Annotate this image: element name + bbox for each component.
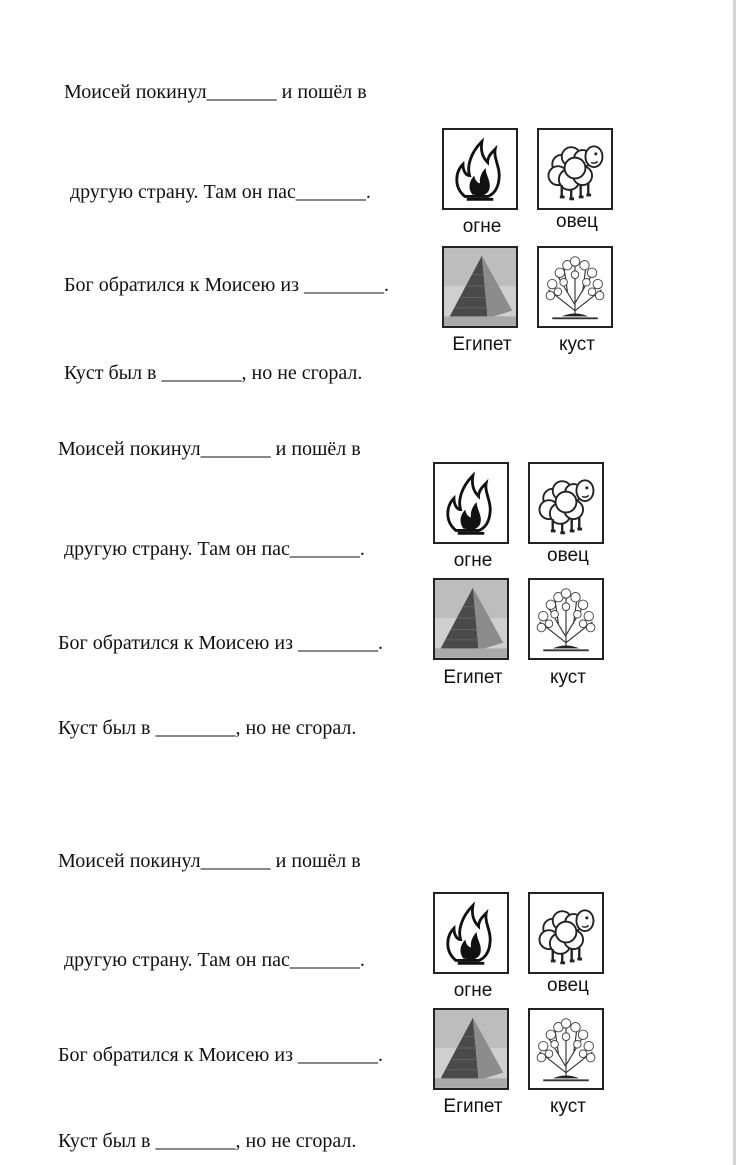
- sentence-3: Бог обратился к Моисею из ________.: [64, 274, 389, 296]
- sentence-4: Куст был в ________, но не сгорал.: [64, 362, 363, 384]
- sentence-2: другую страну. Там он пас_______.: [70, 181, 371, 203]
- card-label: овец: [547, 975, 589, 996]
- sentence-4: Куст был в ________, но не сгорал.: [58, 1130, 357, 1152]
- sentence-3: Бог обратился к Моисею из ________.: [58, 1044, 383, 1066]
- sheep-icon: [537, 128, 613, 210]
- sentence-1: Моисей покинул_______ и пошёл в: [58, 438, 361, 460]
- card-label: Египет: [452, 334, 512, 355]
- card-label: овец: [556, 211, 598, 232]
- pyramid-icon: [433, 1008, 509, 1090]
- card-label: Египет: [443, 667, 503, 688]
- bush-icon: [528, 1008, 604, 1090]
- fire-icon: [442, 128, 518, 210]
- pyramid-icon: [433, 578, 509, 660]
- card-label: овец: [547, 545, 589, 566]
- pyramid-icon: [442, 246, 518, 328]
- sheep-icon: [528, 462, 604, 544]
- card-label: куст: [549, 1096, 586, 1117]
- card-label: куст: [558, 334, 595, 355]
- card-label: Египет: [443, 1096, 503, 1117]
- sentence-2: другую страну. Там он пас_______.: [64, 949, 365, 971]
- sheep-icon: [528, 892, 604, 974]
- sentence-2: другую страну. Там он пас_______.: [64, 538, 365, 560]
- fire-icon: [433, 892, 509, 974]
- card-label: куст: [549, 667, 586, 688]
- bush-icon: [528, 578, 604, 660]
- fire-icon: [433, 462, 509, 544]
- card-label: огне: [453, 550, 493, 571]
- card-label: огне: [453, 980, 493, 1001]
- sentence-1: Моисей покинул_______ и пошёл в: [64, 81, 367, 103]
- bush-icon: [537, 246, 613, 328]
- sentence-4: Куст был в ________, но не сгорал.: [58, 717, 357, 739]
- sentence-3: Бог обратился к Моисею из ________.: [58, 632, 383, 654]
- card-label: огне: [462, 216, 502, 237]
- sentence-1: Моисей покинул_______ и пошёл в: [58, 850, 361, 872]
